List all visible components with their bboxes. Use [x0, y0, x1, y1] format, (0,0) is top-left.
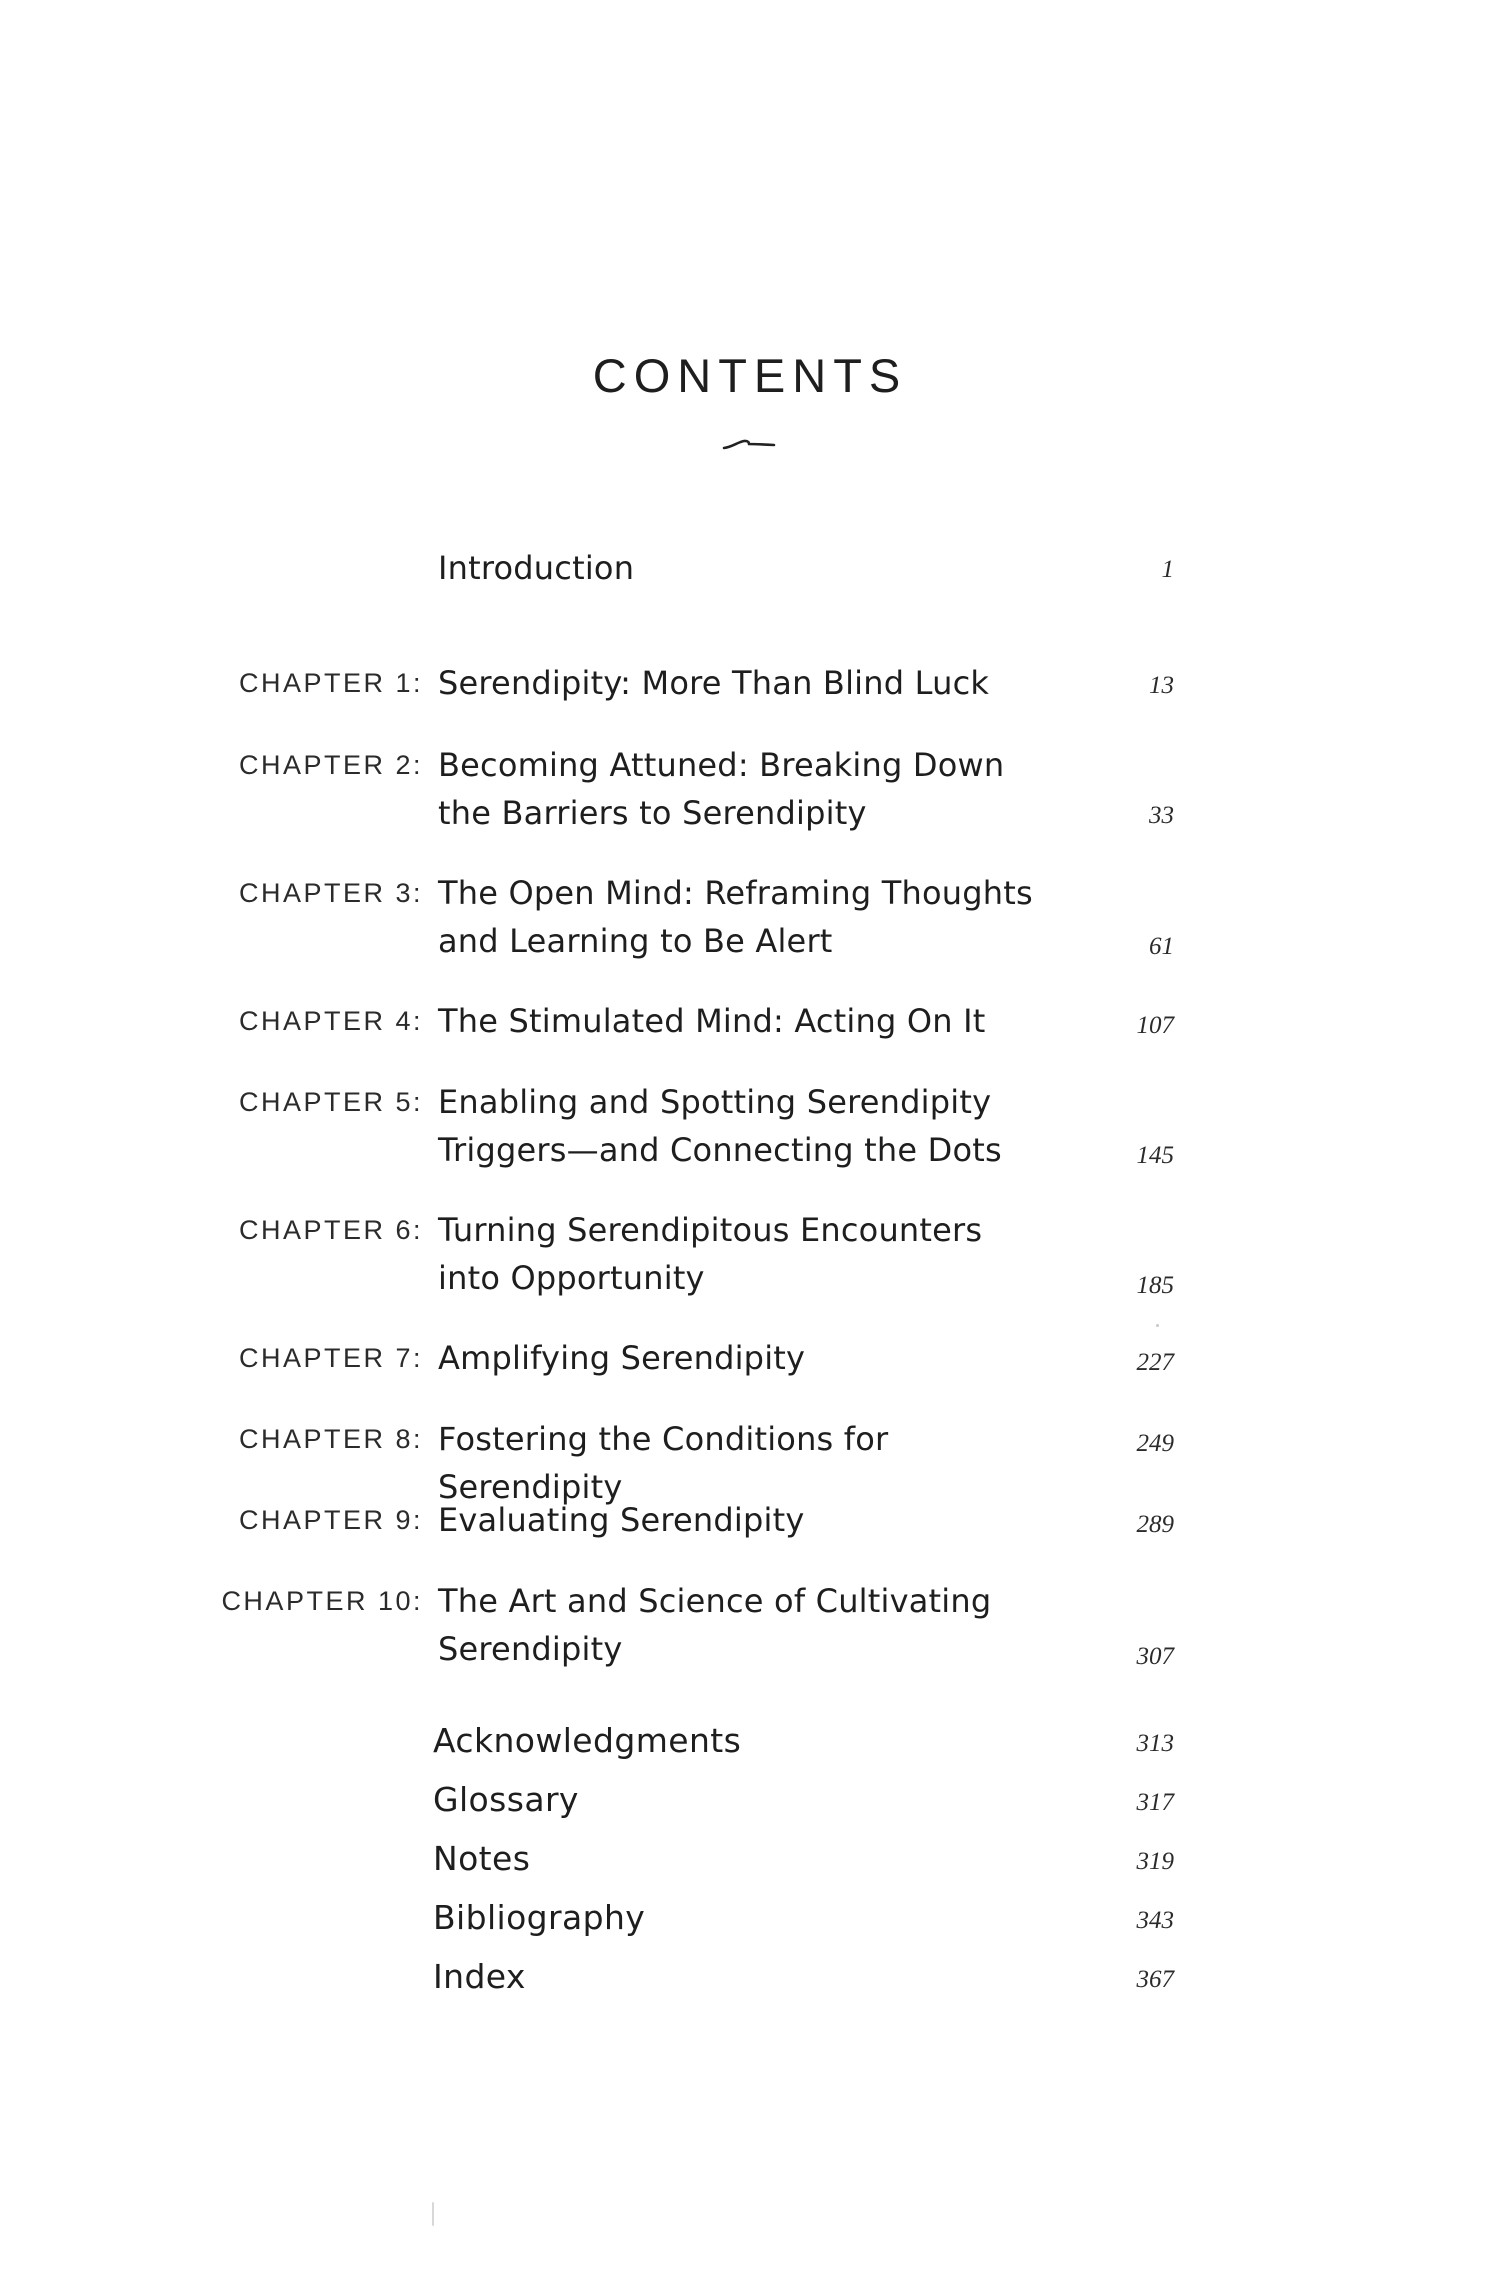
chapter-title: The Stimulated Mind: Acting On It — [438, 1002, 986, 1040]
entry-title: Introduction — [438, 549, 635, 587]
chapter-label: CHAPTER 6: — [238, 1215, 423, 1245]
chapter-title: Becoming Attuned: Breaking Down the Barriers to Serendipity — [438, 746, 1005, 832]
chapter-label: CHAPTER 2: — [238, 750, 423, 780]
chapter-page-number: 289 — [1136, 1511, 1174, 1538]
chapter-label: CHAPTER 5: — [238, 1087, 423, 1117]
chapter-title: The Art and Science of Cultivating Serendipity — [438, 1582, 992, 1668]
entry-page-number: 317 — [1136, 1789, 1174, 1816]
chapter-title: Serendipity: More Than Blind Luck — [438, 664, 990, 702]
chapter-label: CHAPTER 1: — [238, 668, 423, 698]
chapter-label: CHAPTER 10: — [221, 1586, 423, 1616]
entry-title: Acknowledgments — [433, 1721, 742, 1760]
chapter-page-number: 185 — [1136, 1272, 1174, 1299]
entry-page-number: 1 — [1161, 556, 1174, 583]
chapter-page-number: 107 — [1136, 1012, 1174, 1039]
entry-title: Glossary — [433, 1780, 579, 1819]
chapter-title: Amplifying Serendipity — [438, 1339, 806, 1377]
chapter-page-number: 13 — [1149, 672, 1174, 699]
contents-heading: CONTENTS — [592, 349, 908, 402]
flourish-ornament — [722, 438, 776, 452]
entry-title: Bibliography — [433, 1898, 646, 1937]
chapter-label: CHAPTER 9: — [238, 1505, 423, 1535]
scan-speck — [1156, 1324, 1159, 1327]
chapter-label: CHAPTER 7: — [238, 1343, 423, 1373]
entry-page-number: 319 — [1136, 1848, 1174, 1875]
chapter-page-number: 249 — [1136, 1430, 1174, 1457]
chapter-title: Turning Serendipitous Encounters into Opportunity — [438, 1211, 983, 1297]
chapter-label: CHAPTER 8: — [238, 1424, 423, 1454]
chapter-title: Evaluating Serendipity — [438, 1501, 805, 1539]
chapter-title: Enabling and Spotting Serendipity Triggers—and Connecting the Dots — [438, 1083, 1002, 1169]
chapter-title: Fostering the Conditions for Serendipity — [438, 1420, 889, 1506]
entry-page-number: 343 — [1136, 1907, 1174, 1934]
chapter-page-number: 33 — [1149, 802, 1174, 829]
chapter-label: CHAPTER 4: — [238, 1006, 423, 1036]
chapter-title: The Open Mind: Reframing Thoughts and Learning to Be Alert — [438, 874, 1033, 960]
scan-speck — [432, 2202, 434, 2226]
chapter-page-number: 227 — [1136, 1349, 1174, 1376]
entry-page-number: 313 — [1136, 1730, 1174, 1757]
chapter-label: CHAPTER 3: — [238, 878, 423, 908]
chapter-page-number: 61 — [1149, 933, 1174, 960]
entry-page-number: 367 — [1136, 1966, 1174, 1993]
entry-title: Notes — [433, 1839, 531, 1878]
chapter-page-number: 307 — [1136, 1643, 1174, 1670]
chapter-page-number: 145 — [1136, 1142, 1174, 1169]
entry-title: Index — [433, 1957, 526, 1996]
